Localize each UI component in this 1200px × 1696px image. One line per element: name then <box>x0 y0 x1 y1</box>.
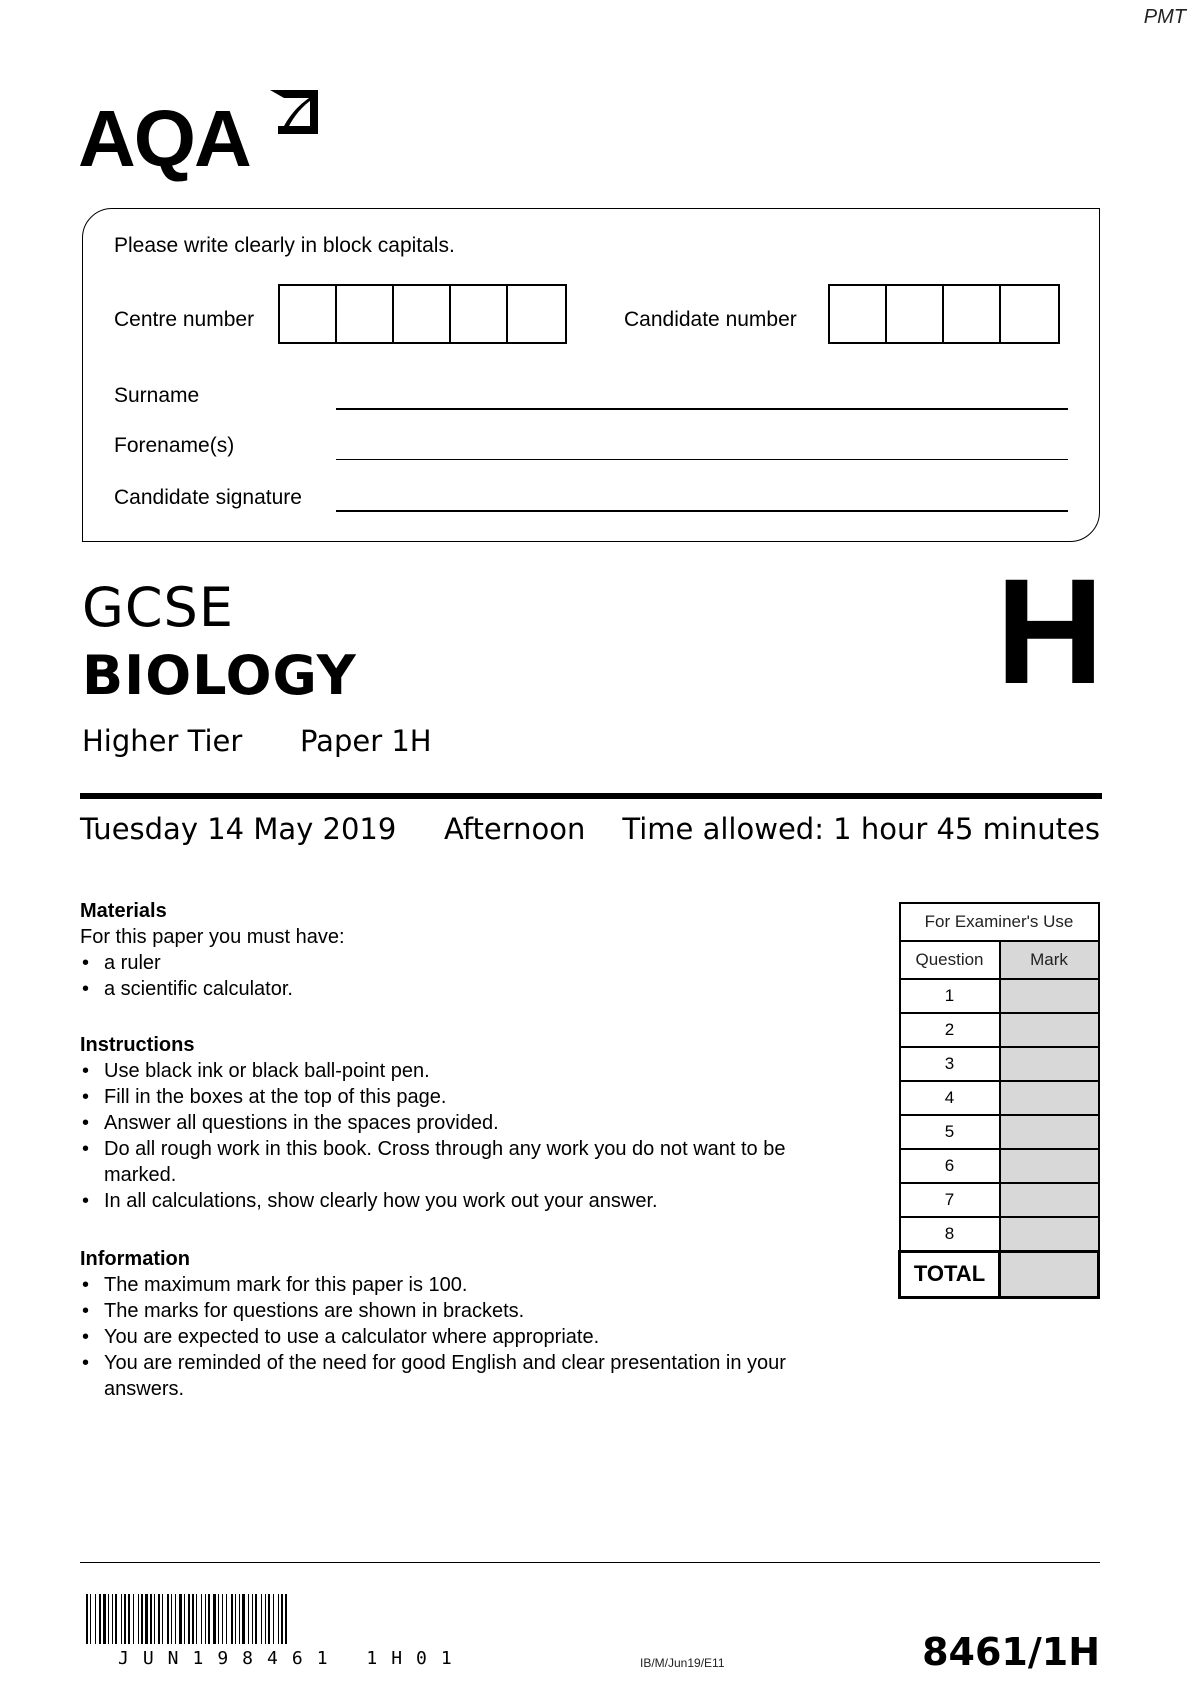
question-number: 1 <box>900 979 1000 1013</box>
centre-digit-box[interactable] <box>337 286 394 342</box>
barcode-bar <box>255 1594 257 1644</box>
qualification-title: GCSE <box>82 576 234 639</box>
centre-digit-box[interactable] <box>508 286 565 342</box>
signature-line[interactable] <box>336 510 1068 512</box>
information-item: • You are reminded of the need for good English and clear presentation in your answers. <box>80 1350 840 1402</box>
examiner-use-table <box>898 902 1100 1299</box>
mark-cell <box>1000 1047 1099 1081</box>
svg-text:AQA: AQA <box>78 94 250 183</box>
barcode-bar <box>285 1594 287 1644</box>
surname-label: Surname <box>114 384 200 407</box>
question-number: 6 <box>900 1149 1000 1183</box>
barcode-bar <box>133 1594 134 1644</box>
barcode-bar <box>179 1594 182 1644</box>
barcode-bar <box>235 1594 236 1644</box>
paper-label: Paper 1H <box>300 724 432 758</box>
question-number: 7 <box>900 1183 1000 1217</box>
barcode-bar <box>99 1594 101 1644</box>
information-heading: Information <box>80 1248 190 1270</box>
question-number: 8 <box>900 1217 1000 1251</box>
barcode-bar <box>158 1594 160 1644</box>
corner-tag: PMT <box>1143 6 1186 28</box>
barcode-bar <box>188 1594 190 1644</box>
centre-number-label: Centre number <box>114 308 255 331</box>
barcode-bar <box>154 1594 155 1644</box>
barcode-bar <box>268 1594 270 1644</box>
materials-intro: For this paper you must have: <box>80 926 345 948</box>
instruction-item: • Use black ink or black ball-point pen. <box>80 1058 840 1084</box>
tier-label: Higher Tier <box>82 724 243 758</box>
candidate-number-boxes[interactable] <box>828 284 1060 344</box>
question-number: 5 <box>900 1115 1000 1149</box>
barcode-bar <box>213 1594 216 1644</box>
barcode-bar <box>265 1594 266 1644</box>
subject-title: BIOLOGY <box>82 644 357 707</box>
barcode-bar <box>141 1594 143 1644</box>
candidate-digit-box[interactable] <box>830 286 887 342</box>
barcode-bar <box>162 1594 163 1644</box>
barcode-bar <box>95 1594 96 1644</box>
total-label: TOTAL <box>900 1251 1000 1297</box>
exam-session: Afternoon <box>444 812 586 846</box>
information-item: • You are expected to use a calculator where appropriate. <box>80 1324 840 1350</box>
materials-heading: Materials <box>80 900 167 922</box>
time-allowed: Time allowed: 1 hour 45 minutes <box>622 812 1100 846</box>
barcode-bar <box>150 1594 152 1644</box>
footer-divider <box>80 1562 1100 1563</box>
barcode-bar <box>205 1594 206 1644</box>
instruction-item: • Do all rough work in this book. Cross through any work you do not want to be marked. <box>80 1136 840 1188</box>
information-item: • The maximum mark for this paper is 100. <box>80 1272 840 1298</box>
barcode-text: JUN198461 1H01 <box>118 1648 466 1669</box>
mark-cell <box>1000 979 1099 1013</box>
exam-date: Tuesday 14 May 2019 <box>80 812 397 846</box>
information-section <box>80 1246 840 1402</box>
materials-section <box>80 898 840 1002</box>
barcode-bar <box>138 1594 139 1644</box>
barcode-bar <box>86 1594 88 1644</box>
instruction-item: • In all calculations, show clearly how you work out your answer. <box>80 1188 840 1214</box>
paper-code: 8461/1H <box>922 1630 1100 1674</box>
barcode-bar <box>192 1594 194 1644</box>
barcode-bar <box>242 1594 245 1644</box>
question-number: 2 <box>900 1013 1000 1047</box>
aqa-logo <box>78 86 348 186</box>
barcode <box>86 1594 498 1644</box>
instruction-item: • Answer all questions in the spaces provided. <box>80 1110 840 1136</box>
barcode-bar <box>248 1594 249 1644</box>
centre-number-boxes[interactable] <box>278 284 567 344</box>
barcode-bar <box>121 1594 122 1644</box>
examiner-table-title: For Examiner's Use <box>900 903 1099 941</box>
centre-digit-box[interactable] <box>280 286 337 342</box>
barcode-bar <box>201 1594 202 1644</box>
centre-digit-box[interactable] <box>394 286 451 342</box>
instruction-item: • Fill in the boxes at the top of this page. <box>80 1084 840 1110</box>
block-capitals-prompt: Please write clearly in block capitals. <box>114 234 455 257</box>
candidate-digit-box[interactable] <box>1001 286 1058 342</box>
barcode-bar <box>239 1594 240 1644</box>
question-column-header: Question <box>900 941 1000 979</box>
mark-cell <box>1000 1217 1099 1251</box>
barcode-bar <box>167 1594 169 1644</box>
barcode-bar <box>145 1594 148 1644</box>
materials-item: • a ruler <box>80 950 840 976</box>
instructions-section <box>80 1032 840 1214</box>
barcode-bar <box>108 1594 109 1644</box>
barcode-bar <box>115 1594 117 1644</box>
barcode-bar <box>184 1594 185 1644</box>
question-number: 3 <box>900 1047 1000 1081</box>
mark-column-header: Mark <box>1000 941 1099 979</box>
question-number: 4 <box>900 1081 1000 1115</box>
mark-cell <box>1000 1081 1099 1115</box>
barcode-bar <box>278 1594 279 1644</box>
barcode-bar <box>175 1594 176 1644</box>
instructions-heading: Instructions <box>80 1034 195 1056</box>
mark-cell <box>1000 1149 1099 1183</box>
information-item: • The marks for questions are shown in brackets. <box>80 1298 840 1324</box>
barcode-bar <box>231 1594 233 1644</box>
mark-cell <box>1000 1183 1099 1217</box>
header-divider <box>80 793 1102 799</box>
barcode-bar <box>252 1594 253 1644</box>
barcode-bar <box>222 1594 223 1644</box>
barcode-bar <box>103 1594 106 1644</box>
barcode-bar <box>112 1594 113 1644</box>
barcode-bar <box>226 1594 227 1644</box>
barcode-bar <box>218 1594 219 1644</box>
candidate-digit-box[interactable] <box>944 286 1001 342</box>
barcode-bar <box>171 1594 172 1644</box>
barcode-bar <box>273 1594 274 1644</box>
mark-cell <box>1000 1013 1099 1047</box>
surname-line[interactable] <box>336 408 1068 410</box>
barcode-bar <box>281 1594 283 1644</box>
tier-letter: H <box>995 547 1104 715</box>
centre-digit-box[interactable] <box>451 286 508 342</box>
total-mark-cell <box>1000 1251 1099 1297</box>
barcode-bar <box>261 1594 262 1644</box>
document-reference: IB/M/Jun19/E11 <box>640 1656 725 1670</box>
barcode-bar <box>124 1594 126 1644</box>
signature-label: Candidate signature <box>114 486 302 509</box>
forenames-label: Forename(s) <box>114 434 235 457</box>
candidate-digit-box[interactable] <box>887 286 944 342</box>
materials-item: • a scientific calculator. <box>80 976 840 1002</box>
mark-cell <box>1000 1115 1099 1149</box>
barcode-bar <box>90 1594 91 1644</box>
barcode-bar <box>128 1594 130 1644</box>
barcode-bar <box>196 1594 197 1644</box>
candidate-number-label: Candidate number <box>624 308 797 331</box>
forenames-line[interactable] <box>336 459 1068 460</box>
barcode-bar <box>208 1594 210 1644</box>
